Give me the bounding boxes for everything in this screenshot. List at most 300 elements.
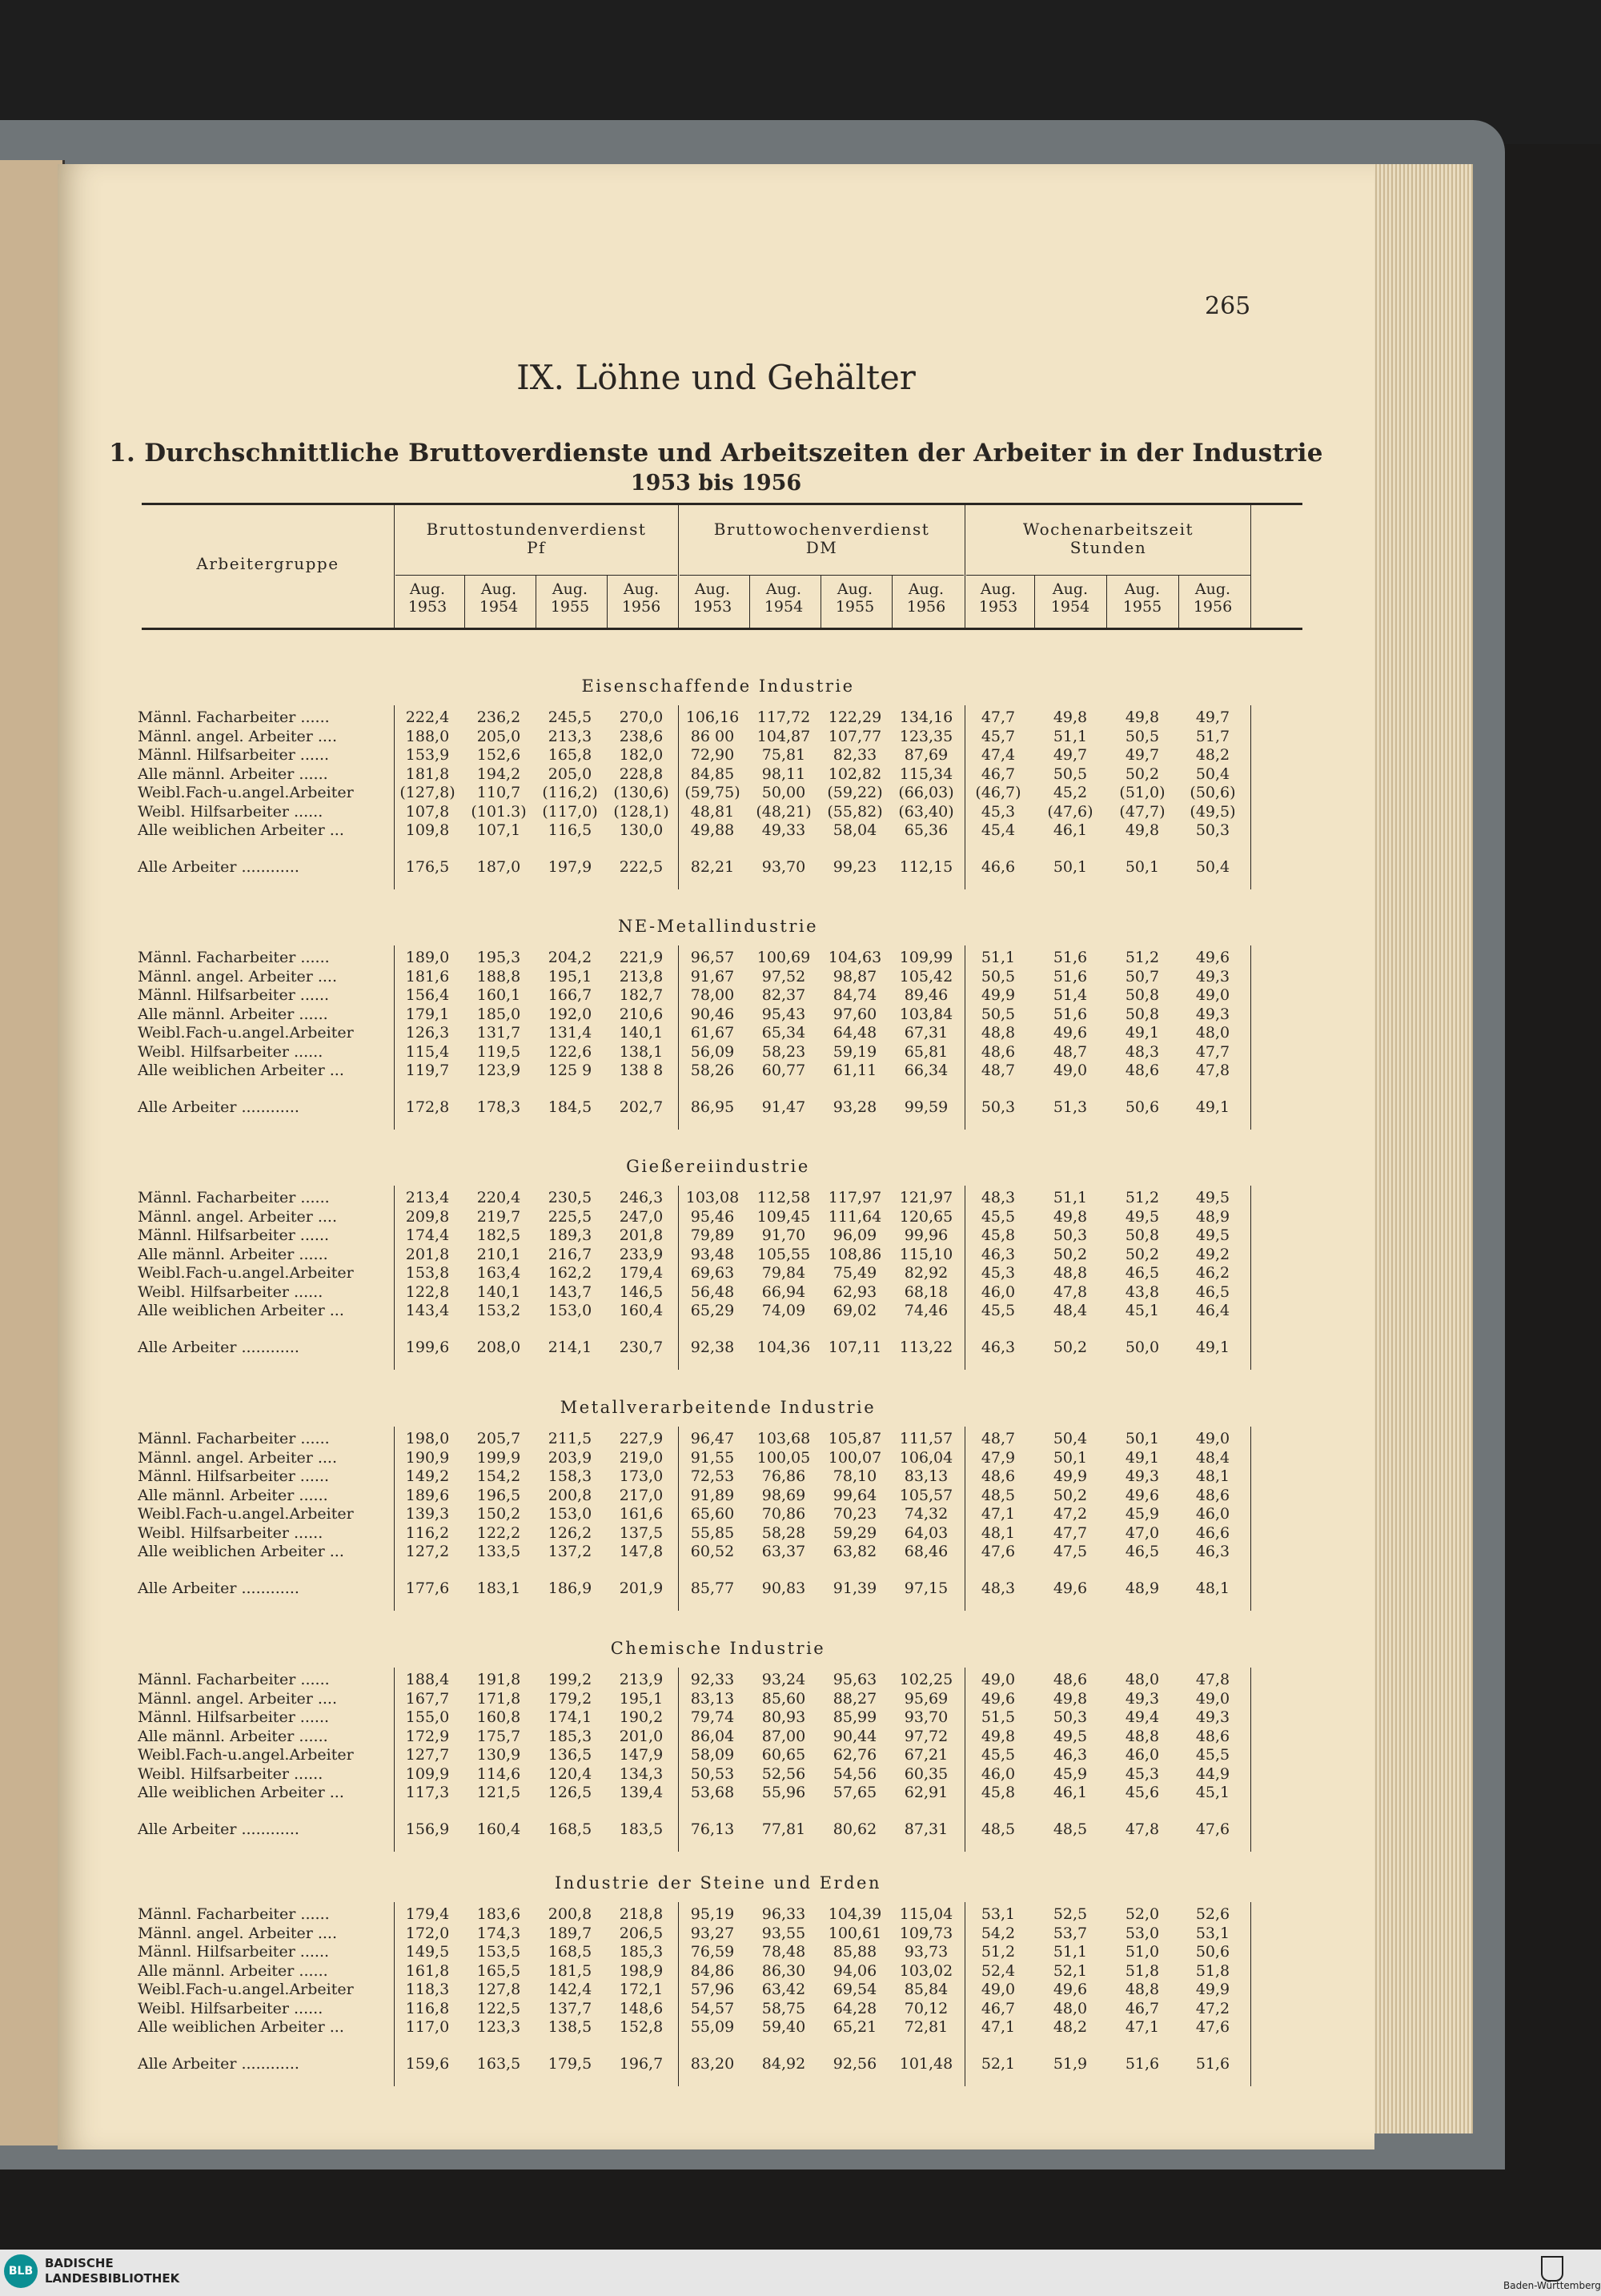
table-cell: 92,38: [690, 1339, 735, 1356]
page-stack-edges: [1361, 164, 1473, 2133]
table-cell: 51,7: [1195, 727, 1230, 745]
table-cell: 75,81: [761, 746, 806, 764]
table-cell: 48,7: [1053, 1042, 1088, 1061]
row-label: Weibl.Fach-u.angel.Arbeiter: [138, 1981, 354, 1998]
page-number: 265: [1205, 292, 1251, 320]
table-cell: 86,30: [761, 1961, 806, 1980]
header-group-1-line1: Bruttostundenverdienst: [426, 520, 647, 539]
table-cell: 138,5: [548, 2018, 592, 2036]
table-cell: 68,46: [904, 1543, 949, 1560]
table-cell: (127,8): [399, 784, 455, 801]
table-cell: 93,28: [833, 1098, 877, 1116]
table-cell: 98,87: [833, 967, 877, 985]
table-cell: 51,6: [1053, 967, 1088, 985]
table-cell: 63,42: [761, 1981, 806, 1998]
table-cell: 51,6: [1053, 949, 1088, 966]
table-cell: 51,6: [1053, 1005, 1088, 1023]
table-cell: 236,2: [476, 708, 521, 726]
table-cell: 201,9: [619, 1580, 664, 1597]
table-cell: 49,5: [1195, 1189, 1230, 1206]
period-header: [392, 580, 463, 616]
table-cell: 51,1: [1053, 1189, 1088, 1206]
table-cell: 175,7: [476, 1727, 521, 1745]
table-cell: 51,2: [981, 1943, 1016, 1961]
table-cell: 46,5: [1125, 1264, 1160, 1282]
column-rule: [678, 1186, 679, 1370]
table-cell: (47,6): [1047, 802, 1093, 821]
table-cell: 113,22: [899, 1339, 953, 1356]
table-cell: 48,1: [1195, 1467, 1230, 1485]
table-cell: 87,00: [761, 1727, 806, 1745]
table-cell: 139,4: [619, 1784, 664, 1801]
column-rule: [607, 576, 608, 628]
column-rule: [394, 1902, 395, 2086]
table-cell: 49,8: [1053, 708, 1088, 726]
row-label: Männl. Facharbeiter ......: [138, 1905, 330, 1923]
table-cell: 50,4: [1195, 858, 1230, 876]
table-cell: 146,5: [619, 1282, 664, 1301]
table-cell: 50,2: [1125, 1245, 1160, 1263]
table-cell: 45,8: [981, 1784, 1016, 1801]
table-cell: 84,74: [833, 986, 877, 1004]
table-cell: 55,85: [690, 1523, 735, 1542]
table-cell: 211,5: [548, 1430, 592, 1447]
table-cell: 86,04: [690, 1727, 735, 1745]
table-cell: 50,4: [1053, 1430, 1088, 1447]
table-cell: 189,3: [548, 1226, 592, 1244]
column-rule: [1250, 1668, 1251, 1852]
table-cell: 115,04: [899, 1905, 953, 1923]
library-name: [45, 2256, 179, 2286]
table-cell: 60,65: [761, 1746, 806, 1764]
table-cell: 48,2: [1053, 2018, 1088, 2036]
row-label: Männl. Facharbeiter ......: [138, 1671, 330, 1688]
column-rule: [1250, 504, 1251, 628]
table-cell: 199,6: [405, 1339, 450, 1356]
table-cell: 188,8: [476, 967, 521, 985]
table-cell: 181,5: [548, 1961, 592, 1980]
table-cell: 80,93: [761, 1708, 806, 1726]
table-cell: 91,47: [761, 1098, 806, 1116]
row-label: Weibl. Hilfsarbeiter ......: [138, 1042, 323, 1061]
table-cell: 64,28: [833, 1999, 877, 2017]
table-cell: 172,1: [619, 1981, 664, 1998]
table-cell: 95,43: [761, 1005, 806, 1023]
table-cell: 49,8: [1125, 708, 1160, 726]
table-cell: 54,57: [690, 1999, 735, 2017]
table-cell: 97,15: [904, 1580, 949, 1597]
table-cell: 46,2: [1195, 1264, 1230, 1282]
column-rule: [749, 576, 750, 628]
table-cell: 95,19: [690, 1905, 735, 1923]
table-cell: 93,73: [904, 1943, 949, 1961]
table-cell: 54,2: [981, 1924, 1016, 1942]
table-cell: 91,55: [690, 1448, 735, 1467]
table-cell: 49,0: [1195, 1689, 1230, 1708]
table-cell: 49,9: [1195, 1981, 1230, 1998]
table-cell: 130,0: [619, 821, 664, 839]
table-cell: 202,7: [619, 1098, 664, 1116]
table-cell: 163,5: [476, 2055, 521, 2073]
table-cell: 54,56: [833, 1764, 877, 1783]
table-cell: (117,0): [542, 802, 598, 821]
table-cell: 78,00: [690, 986, 735, 1004]
table-cell: 47,8: [1125, 1820, 1160, 1838]
table-cell: 121,97: [899, 1189, 953, 1206]
header-group-3: [966, 520, 1250, 557]
table-cell: 47,6: [981, 1543, 1016, 1560]
table-cell: 104,63: [828, 949, 882, 966]
table-cell: 52,4: [981, 1961, 1016, 1980]
table-cell: 49,3: [1195, 1005, 1230, 1023]
table-cell: 87,69: [904, 746, 949, 764]
row-label: Männl. Hilfsarbeiter ......: [138, 986, 330, 1004]
table-cell: 46,0: [981, 1282, 1016, 1301]
table-cell: 103,08: [685, 1189, 740, 1206]
table-cell: 183,5: [619, 1820, 664, 1838]
table-cell: 70,12: [904, 1999, 949, 2017]
table-cell: 49,4: [1125, 1708, 1160, 1726]
table-cell: 46,4: [1195, 1302, 1230, 1319]
table-cell: 45,3: [1125, 1764, 1160, 1783]
table-cell: 104,36: [756, 1339, 811, 1356]
table-cell: 120,65: [899, 1207, 953, 1226]
table-cell: 149,5: [405, 1943, 450, 1961]
table-cell: 174,1: [548, 1708, 592, 1726]
row-label: Alle weiblichen Arbeiter ...: [138, 1784, 344, 1801]
table-cell: 107,11: [828, 1339, 882, 1356]
table-cell: 49,8: [1125, 821, 1160, 839]
header-group-3-line1: Wochenarbeitszeit: [1022, 520, 1194, 539]
header-group-1: [395, 520, 677, 557]
table-cell: 48,5: [1053, 1820, 1088, 1838]
table-cell: 122,2: [476, 1523, 521, 1542]
table-cell: 59,40: [761, 2018, 806, 2036]
table-cell: 49,1: [1125, 1448, 1160, 1467]
table-cell: 79,84: [761, 1264, 806, 1282]
table-cell: 45,7: [981, 727, 1016, 745]
table-cell: 138,1: [619, 1042, 664, 1061]
table-cell: 45,5: [981, 1746, 1016, 1764]
table-cell: 52,6: [1195, 1905, 1230, 1923]
table-cell: 92,56: [833, 2055, 877, 2073]
table-cell: 85,60: [761, 1689, 806, 1708]
table-cell: 49,9: [981, 986, 1016, 1004]
column-rule: [1178, 576, 1179, 628]
column-rule: [394, 705, 395, 889]
column-rule: [1250, 945, 1251, 1130]
table-cell: 49,88: [690, 821, 735, 839]
table-cell: 48,1: [981, 1523, 1016, 1542]
table-cell: 112,58: [756, 1189, 811, 1206]
state-name: Baden-Württemberg: [1503, 2280, 1601, 2291]
table-cell: 163,4: [476, 1264, 521, 1282]
column-rule: [678, 1427, 679, 1611]
table-cell: 60,77: [761, 1062, 806, 1079]
section-title: Industrie der Steine und Erden: [555, 1873, 881, 1893]
table-cell: 69,02: [833, 1302, 877, 1319]
table-cell: 126,2: [548, 1523, 592, 1542]
table-cell: 53,1: [1195, 1924, 1230, 1942]
table-cell: 65,36: [904, 821, 949, 839]
table-cell: (46,7): [975, 784, 1021, 801]
table-cell: 247,0: [619, 1207, 664, 1226]
table-cell: 186,9: [548, 1580, 592, 1597]
table-cell: 46,5: [1125, 1543, 1160, 1560]
table-cell: 49,9: [1053, 1467, 1088, 1485]
table-cell: 102,25: [899, 1671, 953, 1688]
table-cell: 50,3: [1053, 1226, 1088, 1244]
table-cell: 189,6: [405, 1486, 450, 1504]
row-label: Männl. angel. Arbeiter ....: [138, 1924, 337, 1942]
table-cell: 205,0: [476, 727, 521, 745]
table-cell: 178,3: [476, 1098, 521, 1116]
table-cell: 50,6: [1125, 1098, 1160, 1116]
table-cell: 174,3: [476, 1924, 521, 1942]
table-cell: 115,10: [899, 1245, 953, 1263]
period-header-line: Aug.: [980, 580, 1017, 598]
table-cell: 48,0: [1053, 1999, 1088, 2017]
table-cell: 95,46: [690, 1207, 735, 1226]
table-cell: 94,06: [833, 1961, 877, 1980]
table-cell: (63,40): [898, 802, 954, 821]
period-header-line: 1954: [479, 598, 519, 616]
table-cell: 45,5: [1195, 1746, 1230, 1764]
period-header-line: Aug.: [837, 580, 873, 598]
table-cell: 50,8: [1125, 1226, 1160, 1244]
table-cell: 50,1: [1125, 1430, 1160, 1447]
table-cell: 134,3: [619, 1764, 664, 1783]
table-cell: 49,8: [1053, 1689, 1088, 1708]
table-cell: 92,33: [690, 1671, 735, 1688]
period-header-line: 1956: [621, 598, 661, 616]
table-cell: 55,96: [761, 1784, 806, 1801]
table-cell: 214,1: [548, 1339, 592, 1356]
table-cell: 50,5: [1125, 727, 1160, 745]
table-cell: 45,9: [1125, 1505, 1160, 1523]
table-cell: 83,13: [690, 1689, 735, 1708]
row-label: Alle Arbeiter ............: [138, 2055, 299, 2073]
table-cell: 109,8: [405, 821, 450, 839]
table-cell: 198,0: [405, 1430, 450, 1447]
row-label: Männl. Hilfsarbeiter ......: [138, 746, 330, 764]
table-cell: 49,8: [981, 1727, 1016, 1745]
table-cell: 160,4: [476, 1820, 521, 1838]
period-header: [820, 580, 890, 616]
table-cell: 96,47: [690, 1430, 735, 1447]
table-cell: (116,2): [542, 784, 598, 801]
period-header: [463, 580, 534, 616]
table-cell: 216,7: [548, 1245, 592, 1263]
period-header-line: 1956: [1193, 598, 1233, 616]
table-cell: 181,6: [405, 967, 450, 985]
table-cell: 65,81: [904, 1042, 949, 1061]
table-cell: 106,04: [899, 1448, 953, 1467]
table-cell: 108,86: [828, 1245, 882, 1263]
row-label: Alle Arbeiter ............: [138, 1820, 299, 1838]
table-cell: 109,45: [756, 1207, 811, 1226]
table-cell: 46,0: [1125, 1746, 1160, 1764]
table-cell: 47,7: [1195, 1042, 1230, 1061]
book-page: [58, 164, 1374, 2149]
row-label: Männl. Hilfsarbeiter ......: [138, 1467, 330, 1485]
table-cell: 90,44: [833, 1727, 877, 1745]
table-cell: 153,8: [405, 1264, 450, 1282]
table-cell: 49,33: [761, 821, 806, 839]
row-label: Männl. angel. Arbeiter ....: [138, 1689, 337, 1708]
table-cell: 82,37: [761, 986, 806, 1004]
table-cell: 136,5: [548, 1746, 592, 1764]
table-cell: (66,03): [898, 784, 954, 801]
table-cell: (59,75): [684, 784, 740, 801]
table-cell: 131,4: [548, 1024, 592, 1042]
column-rule: [678, 504, 679, 628]
table-cell: 61,67: [690, 1024, 735, 1042]
table-cell: 58,09: [690, 1746, 735, 1764]
table-cell: 104,87: [756, 727, 811, 745]
table-cell: 45,2: [1053, 784, 1088, 801]
column-rule: [394, 945, 395, 1130]
table-cell: 59,29: [833, 1523, 877, 1542]
table-cell: 49,3: [1195, 1708, 1230, 1726]
table-cell: 172,8: [405, 1098, 450, 1116]
row-label: Männl. Hilfsarbeiter ......: [138, 1708, 330, 1726]
table-cell: 182,7: [619, 986, 664, 1004]
table-cell: 51,2: [1125, 949, 1160, 966]
table-cell: 50,2: [1053, 1245, 1088, 1263]
period-header-line: Aug.: [623, 580, 660, 598]
table-cell: 160,1: [476, 986, 521, 1004]
table-cell: 185,3: [619, 1943, 664, 1961]
table-cell: 199,2: [548, 1671, 592, 1688]
table-cell: 228,8: [619, 765, 664, 783]
table-cell: 194,2: [476, 765, 521, 783]
table-cell: 100,05: [756, 1448, 811, 1467]
table-cell: 217,0: [619, 1486, 664, 1504]
table-cell: 96,33: [761, 1905, 806, 1923]
period-header-line: Aug.: [694, 580, 731, 598]
table-cell: 51,6: [1125, 2055, 1160, 2073]
table-cell: 63,82: [833, 1543, 877, 1560]
table-cell: 48,6: [1195, 1486, 1230, 1504]
table-cell: 47,0: [1125, 1523, 1160, 1542]
table-cell: 43,8: [1125, 1282, 1160, 1301]
table-cell: 58,23: [761, 1042, 806, 1061]
table-cell: 50,3: [1195, 821, 1230, 839]
table-cell: 49,6: [981, 1689, 1016, 1708]
header-group-2-line1: Bruttowochenverdienst: [713, 520, 930, 539]
table-cell: 74,09: [761, 1302, 806, 1319]
table-cell: 182,5: [476, 1226, 521, 1244]
library-name-line2: LANDESBIBLIOTHEK: [45, 2271, 180, 2286]
table-title: 1. Durchschnittliche Bruttoverdienste und Arbeitszeiten der Arbeiter in der Industrie: [109, 439, 1323, 468]
table-cell: 158,3: [548, 1467, 592, 1485]
row-label: Weibl. Hilfsarbeiter ......: [138, 1764, 323, 1783]
row-label: Alle männl. Arbeiter ......: [138, 1005, 328, 1023]
table-cell: 45,1: [1195, 1784, 1230, 1801]
table-cell: 100,61: [828, 1924, 882, 1942]
period-header: [1178, 580, 1248, 616]
column-rule: [1106, 576, 1107, 628]
table-cell: 103,84: [899, 1005, 953, 1023]
row-label: Weibl.Fach-u.angel.Arbeiter: [138, 1264, 354, 1282]
group-rule-2: [680, 575, 964, 576]
period-header-line: 1953: [692, 598, 732, 616]
row-label: Alle weiblichen Arbeiter ...: [138, 821, 344, 839]
table-cell: 60,52: [690, 1543, 735, 1560]
table-cell: 45,6: [1125, 1784, 1160, 1801]
table-cell: 46,0: [1195, 1505, 1230, 1523]
row-label: Weibl.Fach-u.angel.Arbeiter: [138, 1746, 354, 1764]
table-cell: 82,21: [690, 858, 735, 876]
column-rule: [394, 1668, 395, 1852]
table-cell: 122,6: [548, 1042, 592, 1061]
table-cell: 48,0: [1195, 1024, 1230, 1042]
table-cell: 48,2: [1195, 746, 1230, 764]
table-cell: 91,67: [690, 967, 735, 985]
table-cell: 221,9: [619, 949, 664, 966]
table-cell: 95,69: [904, 1689, 949, 1708]
table-cell: 69,63: [690, 1264, 735, 1282]
table-cell: 45,4: [981, 821, 1016, 839]
table-cell: 160,4: [619, 1302, 664, 1319]
row-label: Alle Arbeiter ............: [138, 1580, 299, 1597]
table-cell: 50,8: [1125, 986, 1160, 1004]
table-cell: 189,7: [548, 1924, 592, 1942]
table-cell: 47,1: [981, 2018, 1016, 2036]
table-cell: 101,48: [899, 2055, 953, 2073]
table-cell: 119,5: [476, 1042, 521, 1061]
table-cell: 201,8: [405, 1245, 450, 1263]
table-cell: 173,0: [619, 1467, 664, 1485]
table-cell: 60,35: [904, 1764, 949, 1783]
table-cell: 52,1: [1053, 1961, 1088, 1980]
table-cell: 142,4: [548, 1981, 592, 1998]
column-rule: [1250, 1186, 1251, 1370]
row-label: Männl. Facharbeiter ......: [138, 949, 330, 966]
row-label: Alle männl. Arbeiter ......: [138, 1961, 328, 1980]
table-cell: 156,9: [405, 1820, 450, 1838]
table-cell: 153,0: [548, 1505, 592, 1523]
table-cell: 97,60: [833, 1005, 877, 1023]
table-cell: 91,70: [761, 1226, 806, 1244]
table-cell: 76,59: [690, 1943, 735, 1961]
table-cell: 86,95: [690, 1098, 735, 1116]
table-cell: 48,6: [1125, 1062, 1160, 1079]
table-cell: 190,2: [619, 1708, 664, 1726]
blb-logo-icon: BLB: [4, 2254, 38, 2288]
table-cell: 80,62: [833, 1820, 877, 1838]
table-cell: 45,8: [981, 1226, 1016, 1244]
table-cell: 159,6: [405, 2055, 450, 2073]
table-cell: 51,1: [981, 949, 1016, 966]
table-cell: 74,46: [904, 1302, 949, 1319]
header-group-1-line2: Pf: [527, 538, 546, 557]
row-label: Männl. Facharbeiter ......: [138, 1189, 330, 1206]
table-cell: 93,27: [690, 1924, 735, 1942]
table-cell: 230,7: [619, 1339, 664, 1356]
table-cell: 222,4: [405, 708, 450, 726]
table-cell: 50,3: [981, 1098, 1016, 1116]
table-cell: 78,48: [761, 1943, 806, 1961]
section-title: Gießereiindustrie: [626, 1157, 810, 1176]
period-header: [1035, 580, 1105, 616]
table-cell: 195,1: [619, 1689, 664, 1708]
table-cell: 205,7: [476, 1430, 521, 1447]
table-cell: 46,3: [981, 1339, 1016, 1356]
table-cell: 91,89: [690, 1486, 735, 1504]
table-cell: 105,42: [899, 967, 953, 985]
